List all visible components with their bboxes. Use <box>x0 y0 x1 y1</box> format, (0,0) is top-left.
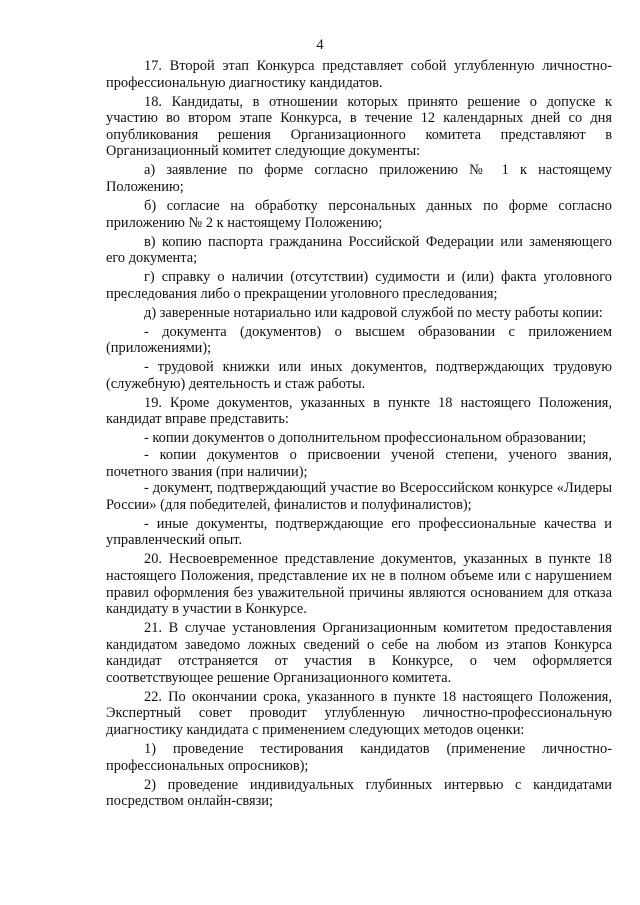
paragraph-18: 18. Кандидаты, в отношении которых принято решение о допуске к участию во втором этапе Конкурса, в течение 12 календарных дней со дня опубликования решения Организационного комитета представляют в Организационный комитет следующие документы: <box>106 93 612 160</box>
item-18-a: а) заявление по форме согласно приложению № 1 к настоящему Положению; <box>106 162 612 195</box>
item-18-d-1: - документа (документов) о высшем образовании с приложением (приложениями); <box>106 323 612 357</box>
item-19-2: - копии документов о присвоении ученой степени, ученого звания, почетного звания (при наличии); <box>106 446 612 480</box>
paragraph-20: 20. Несвоевременное представление документов, указанных в пункте 18 настоящего Положения, представление их не в полном объеме или с нарушением правил оформления без уважительной причины являются основанием для отказа кандидату в участии в Конкурсе. <box>106 551 612 618</box>
paragraph-19: 19. Кроме документов, указанных в пункте 18 настоящего Положения, кандидат вправе представить: <box>106 394 612 428</box>
page-number: 4 <box>316 37 324 53</box>
item-19-3: - документ, подтверждающий участие во Всероссийском конкурсе «Лидеры России» (для победителей, финалистов и полуфиналистов); <box>106 480 612 513</box>
item-19-1: - копии документов о дополнительном профессиональном образовании; <box>144 430 587 447</box>
item-22-2: 2) проведение индивидуальных глубинных интервью с кандидатами посредством онлайн-связи; <box>106 776 612 810</box>
item-19-4: - иные документы, подтверждающие его профессиональные качества и управленческий опыт. <box>106 515 612 549</box>
paragraph-17: 17. Второй этап Конкурса представляет собой углубленную личностно-профессиональную диагностику кандидатов. <box>106 58 612 91</box>
paragraph-22: 22. По окончании срока, указанного в пункте 18 настоящего Положения, Экспертный совет проводит углубленную личностно-профессиональную диагностику кандидата с применением следующих методов оценки: <box>106 688 612 739</box>
item-18-v: в) копию паспорта гражданина Российской Федерации или заменяющего его документа; <box>106 233 612 267</box>
item-18-g: г) справку о наличии (отсутствии) судимости и (или) факта уголовного преследования либо о прекращении уголовного преследования; <box>106 269 612 302</box>
document-body <box>106 58 612 812</box>
paragraph-21: 21. В случае установления Организационным комитетом предоставления кандидатом заведомо ложных сведений о себе на любом из этапов Конкурса кандидат отстраняется от участия в Конкурсе, о чем оформляется соответствующее решение Организационного комитета. <box>106 620 612 686</box>
item-18-b: б) согласие на обработку персональных данных по форме согласно приложению № 2 к настоящему Положению; <box>106 197 612 231</box>
item-18-d: д) заверенные нотариально или кадровой службой по месту работы копии: <box>144 304 603 321</box>
item-18-d-2: - трудовой книжки или иных документов, подтверждающих трудовую (служебную) деятельность и стаж работы. <box>106 359 612 392</box>
item-22-1: 1) проведение тестирования кандидатов (применение личностно-профессиональных опросников); <box>106 741 612 774</box>
